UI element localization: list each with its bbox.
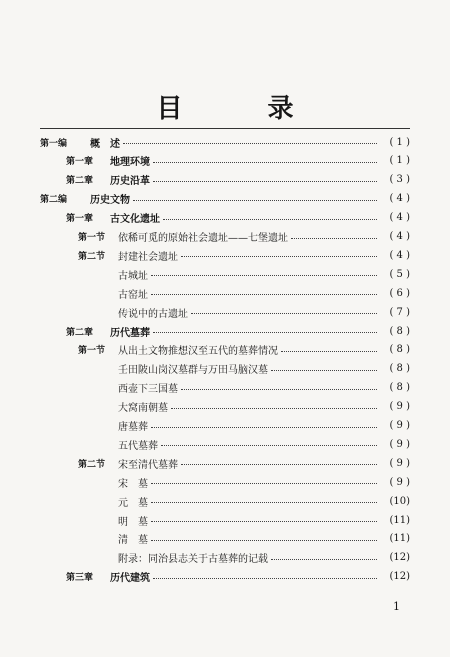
toc-entry-page: ( 8 ) [389,363,410,375]
toc-leader-dots [151,540,377,541]
toc-entry-title: 历史文物 [90,195,130,207]
toc-entry-label: 第二节 [78,251,106,262]
toc-leader-dots [151,275,377,276]
toc-entry[interactable] [66,172,410,188]
toc-entry-title: 元 墓 [118,497,148,509]
toc-entry[interactable] [66,153,410,169]
toc-entry[interactable] [78,229,410,245]
toc-entry-title: 地理环境 [110,157,150,169]
toc-entry-page: ( 9 ) [389,438,410,450]
toc-entry[interactable] [40,134,410,150]
toc-entry[interactable] [118,399,410,415]
toc-leader-dots [281,351,377,352]
toc-entry-title: 古窑址 [118,289,148,301]
toc-entry-page: (12) [389,552,410,564]
toc-entry-page: ( 6 ) [389,287,410,299]
toc-entry-page: ( 9 ) [389,476,410,488]
toc-entry-title: 传说中的古遗址 [118,308,188,320]
toc-entry-title: 依稀可觅的原始社会遗址——七堡遗址 [118,233,288,244]
toc-leader-dots [151,502,377,503]
toc-entry[interactable] [78,455,410,471]
toc-leader-dots [151,294,377,295]
toc-entry[interactable] [66,323,410,339]
toc-entry-page: (12) [389,571,410,583]
toc-entry-page: ( 1 ) [389,155,410,167]
toc-leader-dots [151,427,377,428]
toc-entry-page: ( 4 ) [389,193,410,205]
toc-leader-dots [153,181,377,182]
toc-entry-page: ( 9 ) [389,401,410,413]
toc-leader-dots [123,143,377,144]
toc-entry[interactable] [118,361,410,377]
toc-entry[interactable] [118,304,410,320]
toc-entry[interactable] [118,436,410,452]
toc-entry-title: 概 述 [90,138,120,150]
toc-entry-title: 历代建筑 [110,573,150,585]
toc-leader-dots [151,483,377,484]
toc-entry-label: 第一编 [40,138,68,149]
toc-entry-label: 第一节 [78,346,106,357]
toc-entry[interactable] [118,512,410,528]
toc-entry-label: 第二章 [66,327,94,338]
toc-entry-page: ( 3 ) [389,174,410,186]
toc-entry-label: 第二编 [40,195,68,206]
toc-entry-page: ( 8 ) [389,382,410,394]
toc-entry-title: 从出土文物推想汉至五代的墓葬情况 [118,346,278,358]
toc-entry[interactable] [78,342,410,358]
toc-leader-dots [271,370,377,371]
toc-entry[interactable] [118,380,410,396]
toc-leader-dots [181,256,377,257]
toc-entry-label: 第一章 [66,214,94,225]
toc-leader-dots [181,464,377,465]
toc-entry-title: 古文化遗址 [110,214,160,226]
toc-leader-dots [151,521,377,522]
toc-entry-label: 第三章 [66,573,94,584]
toc-entry-title: 封建社会遗址 [118,251,178,263]
toc-entry-page: ( 4 ) [389,249,410,261]
toc-entry[interactable] [118,266,410,282]
toc-entry-title: 壬田陂山岗汉墓群与万田马脑汉墓 [118,365,268,377]
toc-leader-dots [161,445,377,446]
toc-entry-title: 清 墓 [118,535,148,547]
toc-entry-title: 附录：同治县志关于古墓葬的记载 [118,554,268,566]
toc-leader-dots [133,200,377,201]
page-title: 目 录 [156,94,332,124]
toc-entry-label: 第一章 [66,157,94,168]
toc-leader-dots [163,219,377,220]
toc-leader-dots [271,559,377,560]
toc-entry[interactable] [66,569,410,585]
toc-entry-page: ( 4 ) [389,231,410,242]
toc-entry-title: 西壶下三国墓 [118,384,178,396]
toc-entry-page: ( 8 ) [389,344,410,356]
toc-entry[interactable] [40,191,410,207]
toc-entry[interactable] [118,531,410,547]
toc-entry-label: 第一节 [78,233,106,243]
toc-entry-title: 五代墓葬 [118,440,158,452]
toc-entry-page: ( 9 ) [389,420,410,431]
toc-leader-dots [153,332,377,333]
toc-entry[interactable] [118,285,410,301]
toc-entry-page: ( 8 ) [389,325,410,337]
toc-leader-dots [191,313,377,314]
toc-leader-dots [291,238,377,239]
page-number: 1 [393,600,400,613]
toc-entry-page: (11) [389,514,410,526]
toc-entry[interactable] [118,493,410,509]
toc-entry[interactable] [118,474,410,490]
toc-leader-dots [153,578,377,579]
toc-entry[interactable] [78,247,410,263]
toc-entry-title: 宋至清代墓葬 [118,459,178,471]
toc-entry-title: 明 墓 [118,516,148,528]
toc-entry-page: ( 1 ) [389,136,410,148]
title-divider [40,128,410,129]
toc-entry[interactable] [118,418,410,434]
toc-leader-dots [153,162,377,163]
toc-entry-page: ( 9 ) [389,457,410,469]
toc-entry[interactable] [66,210,410,226]
toc-entry-page: (11) [389,533,410,545]
toc-entry-label: 第二章 [66,176,94,187]
toc-entry-label: 第二节 [78,459,106,470]
toc-entry-title: 历代墓葬 [110,327,150,339]
toc-entry-page: (10) [389,495,410,507]
toc-entry-title: 唐墓葬 [118,422,148,433]
toc-entry-page: ( 7 ) [389,306,410,318]
toc-leader-dots [181,389,377,390]
toc-entry-page: ( 5 ) [389,268,410,280]
toc-entry-title: 宋 墓 [118,478,148,490]
toc-entry-page: ( 4 ) [389,212,410,224]
toc-entry-title: 古城址 [118,270,148,282]
toc-leader-dots [171,408,377,409]
toc-entry[interactable] [118,550,410,566]
toc-entry-title: 大窝南朝墓 [118,403,168,415]
toc-entry-title: 历史沿革 [110,176,150,188]
